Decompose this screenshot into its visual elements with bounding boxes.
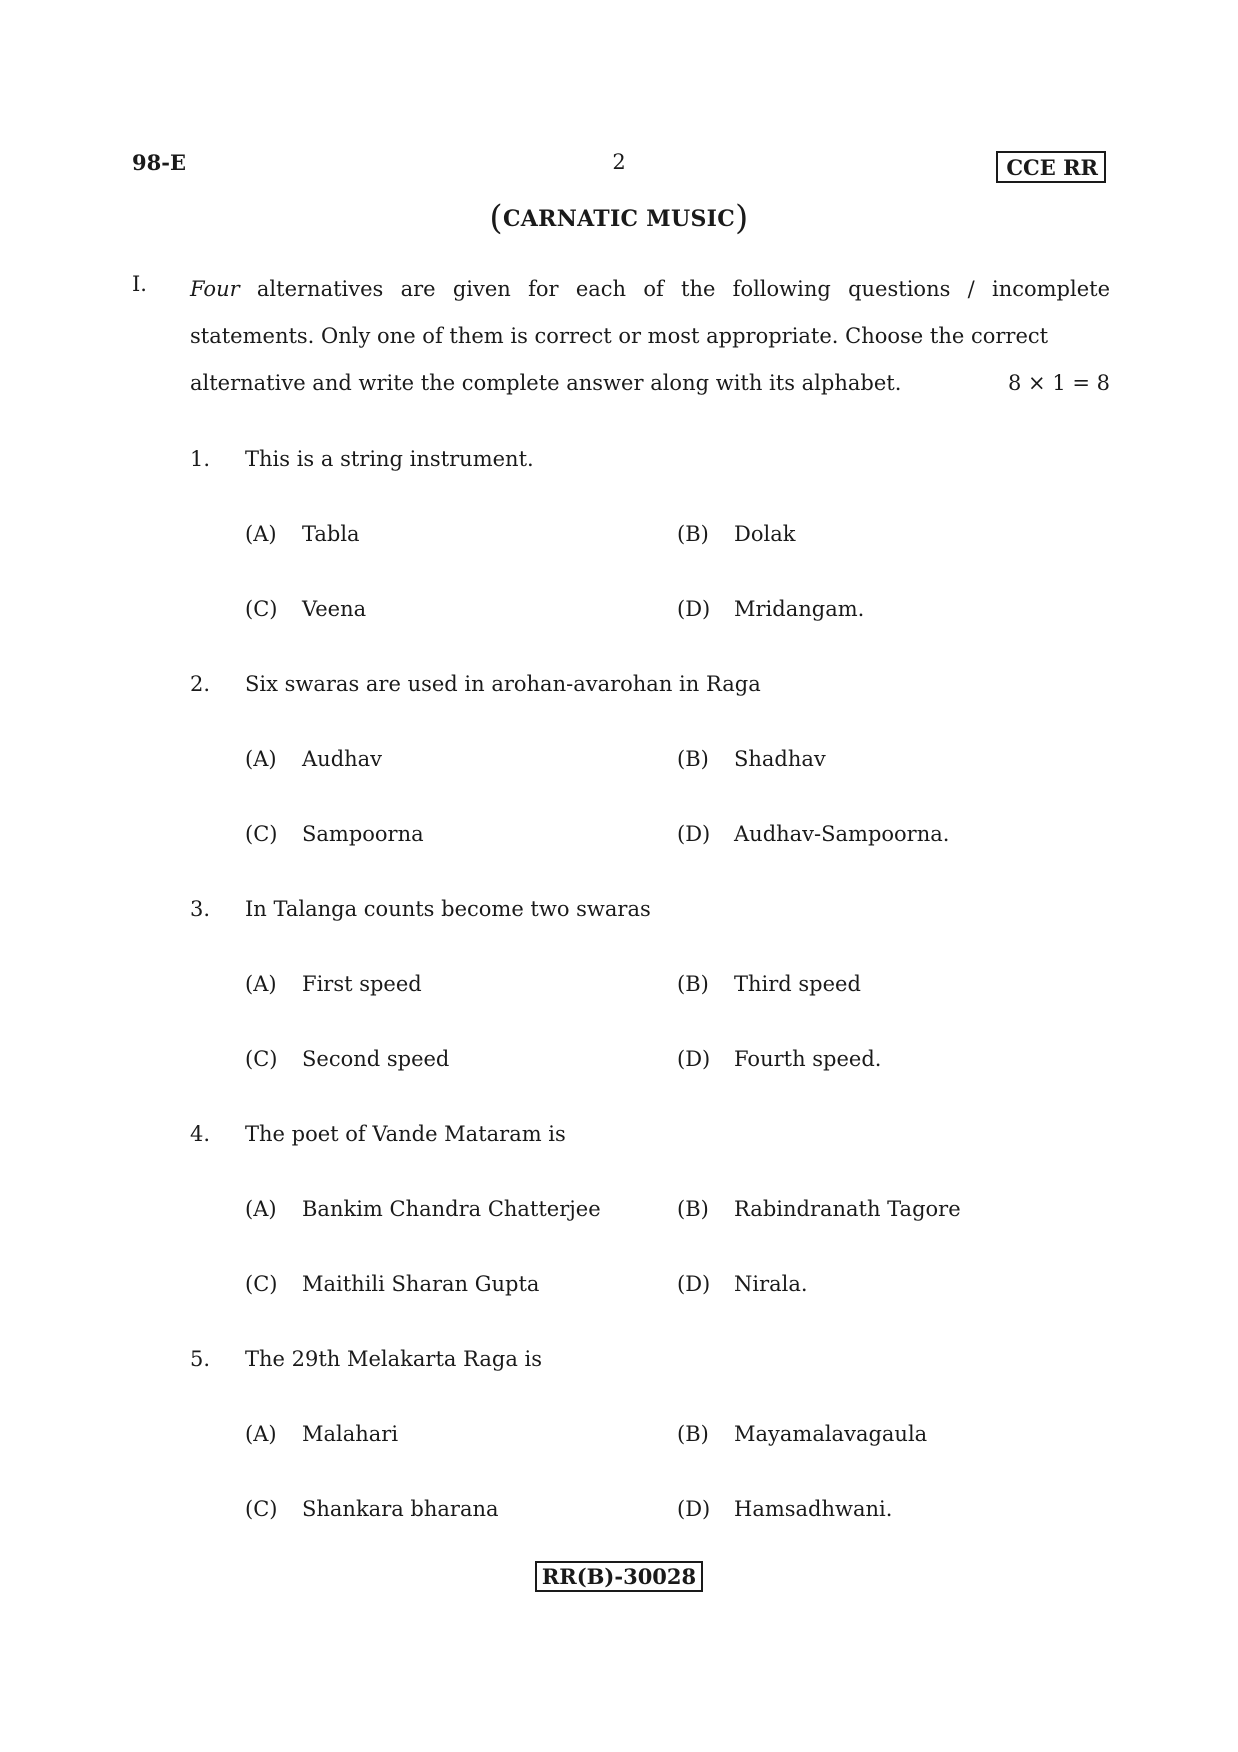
option-text: Audhav-Sampoorna. — [734, 822, 950, 846]
option-text: Mridangam. — [734, 597, 865, 621]
option-text: Second speed — [302, 1047, 450, 1071]
title-close-paren: ) — [735, 198, 749, 238]
option-text: Rabindranath Tagore — [734, 1197, 961, 1221]
option-label: (B) — [677, 1197, 709, 1221]
instruction-emphasis: Four — [190, 277, 240, 301]
option-label: (C) — [245, 1497, 278, 1521]
option-text: Sampoorna — [302, 822, 424, 846]
cce-badge: CCE RR — [996, 151, 1106, 183]
instruction-text: alternatives are given for each of the following questions / incomplete statements. Only one of them is correct or most appropriate. Choose the correct — [190, 277, 1110, 348]
option-label: (B) — [677, 1422, 709, 1446]
title-text: CARNATIC MUSIC — [502, 206, 736, 232]
paper-code: 98-E — [132, 150, 186, 175]
option-text: Mayamalavagaula — [734, 1422, 928, 1446]
option-text: Dolak — [734, 522, 796, 546]
option-text: Tabla — [302, 522, 360, 546]
option-text: Shankara bharana — [302, 1497, 499, 1521]
option-text: Third speed — [734, 972, 861, 996]
option-text: First speed — [302, 972, 422, 996]
option-label: (D) — [677, 1497, 711, 1521]
footer-code: RR(B)-30028 — [535, 1561, 703, 1592]
option-label: (C) — [245, 1047, 278, 1071]
option-label: (A) — [245, 1197, 277, 1221]
question-text: The 29th Melakarta Raga is — [245, 1347, 543, 1371]
question-number: 4. — [190, 1122, 211, 1146]
option-label: (D) — [677, 1272, 711, 1296]
question-text: This is a string instrument. — [245, 447, 534, 471]
option-text: Malahari — [302, 1422, 399, 1446]
option-label: (A) — [245, 972, 277, 996]
footer-code-box — [0, 1564, 1238, 1589]
question-text: Six swaras are used in arohan-avarohan in Raga — [245, 672, 761, 696]
section-number: I. — [132, 272, 147, 296]
question-number: 5. — [190, 1347, 211, 1371]
option-label: (A) — [245, 1422, 277, 1446]
option-label: (B) — [677, 747, 709, 771]
option-text: Nirala. — [734, 1272, 808, 1296]
question-number: 3. — [190, 897, 211, 921]
section-instruction — [190, 266, 1110, 407]
instruction-last-text: alternative and write the complete answer along with its alphabet. — [190, 371, 902, 395]
option-label: (A) — [245, 522, 277, 546]
option-text: Fourth speed. — [734, 1047, 882, 1071]
section-marks: 8 × 1 = 8 — [1008, 371, 1110, 395]
option-text: Audhav — [302, 747, 383, 771]
option-label: (C) — [245, 597, 278, 621]
page-number: 2 — [612, 150, 626, 174]
page-title — [0, 198, 1238, 238]
question-number: 2. — [190, 672, 211, 696]
option-label: (B) — [677, 522, 709, 546]
option-text: Maithili Sharan Gupta — [302, 1272, 540, 1296]
option-text: Bankim Chandra Chatterjee — [302, 1197, 601, 1221]
option-label: (A) — [245, 747, 277, 771]
question-text: The poet of Vande Mataram is — [245, 1122, 566, 1146]
option-label: (C) — [245, 822, 278, 846]
title-open-paren: ( — [489, 198, 503, 238]
option-label: (B) — [677, 972, 709, 996]
option-label: (D) — [677, 1047, 711, 1071]
option-text: Shadhav — [734, 747, 826, 771]
question-text: In Talanga counts become two swaras — [245, 897, 651, 921]
option-label: (D) — [677, 822, 711, 846]
option-text: Veena — [302, 597, 367, 621]
instruction-last-line — [190, 360, 1110, 407]
option-label: (C) — [245, 1272, 278, 1296]
option-text: Hamsadhwani. — [734, 1497, 893, 1521]
option-label: (D) — [677, 597, 711, 621]
question-number: 1. — [190, 447, 211, 471]
